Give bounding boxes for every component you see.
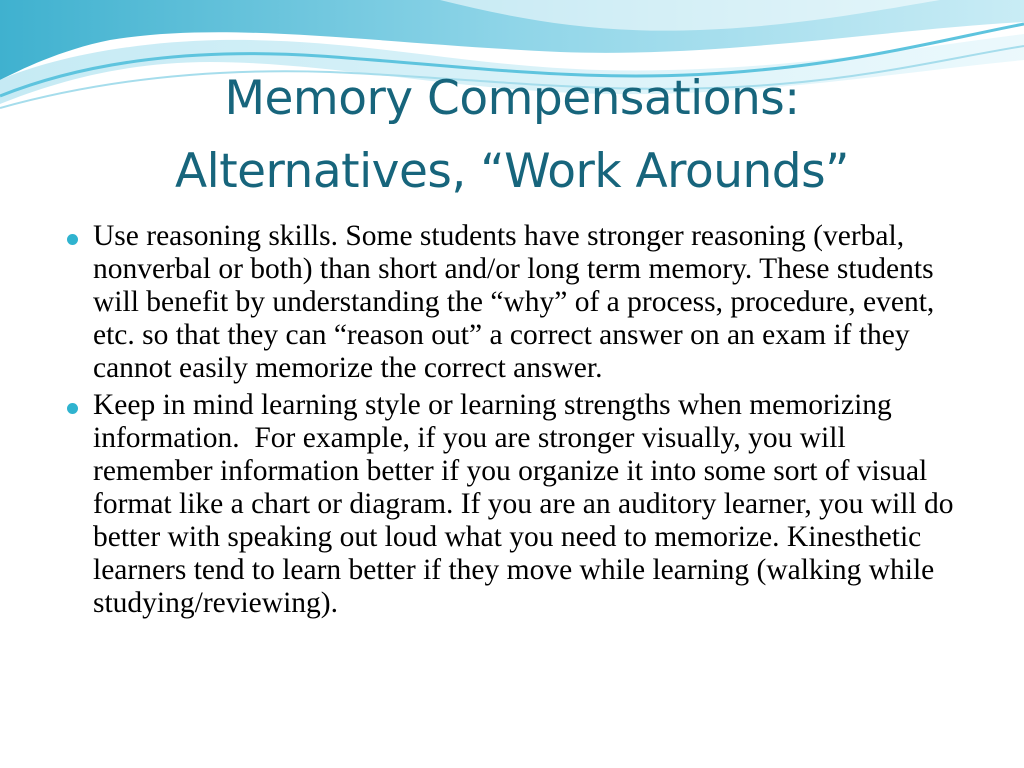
bullet-text: Use reasoning skills. Some students have stronger reasoning (verbal, nonverbal or both) than short and/or long term memory. These students will benefit by understanding the “why” of a process, procedure, event, etc. so that they can “reason out” a correct answer on an exam if they cannot easily memorize the correct answer. <box>93 220 935 384</box>
slide-title <box>40 62 984 208</box>
title-line-1: Memory Compensations: <box>224 71 800 126</box>
bullet-text: Keep in mind learning style or learning strengths when memorizing information. For example, if you are stronger visually, you will remember information better if you organize it into some sort of visual format like a chart or diagram. If you are an auditory learner, you will do better with speaking out loud what you need to memorize. Kinesthetic learners tend to learn better if they move while learning (walking while studying/reviewing). <box>93 389 954 619</box>
bullet-item <box>62 389 972 620</box>
bullet-dot-icon <box>67 403 78 414</box>
bullet-list <box>62 220 972 624</box>
title-line-2: Alternatives, “Work Arounds” <box>175 144 849 199</box>
bullet-item <box>62 220 972 385</box>
bullet-dot-icon <box>67 234 78 245</box>
